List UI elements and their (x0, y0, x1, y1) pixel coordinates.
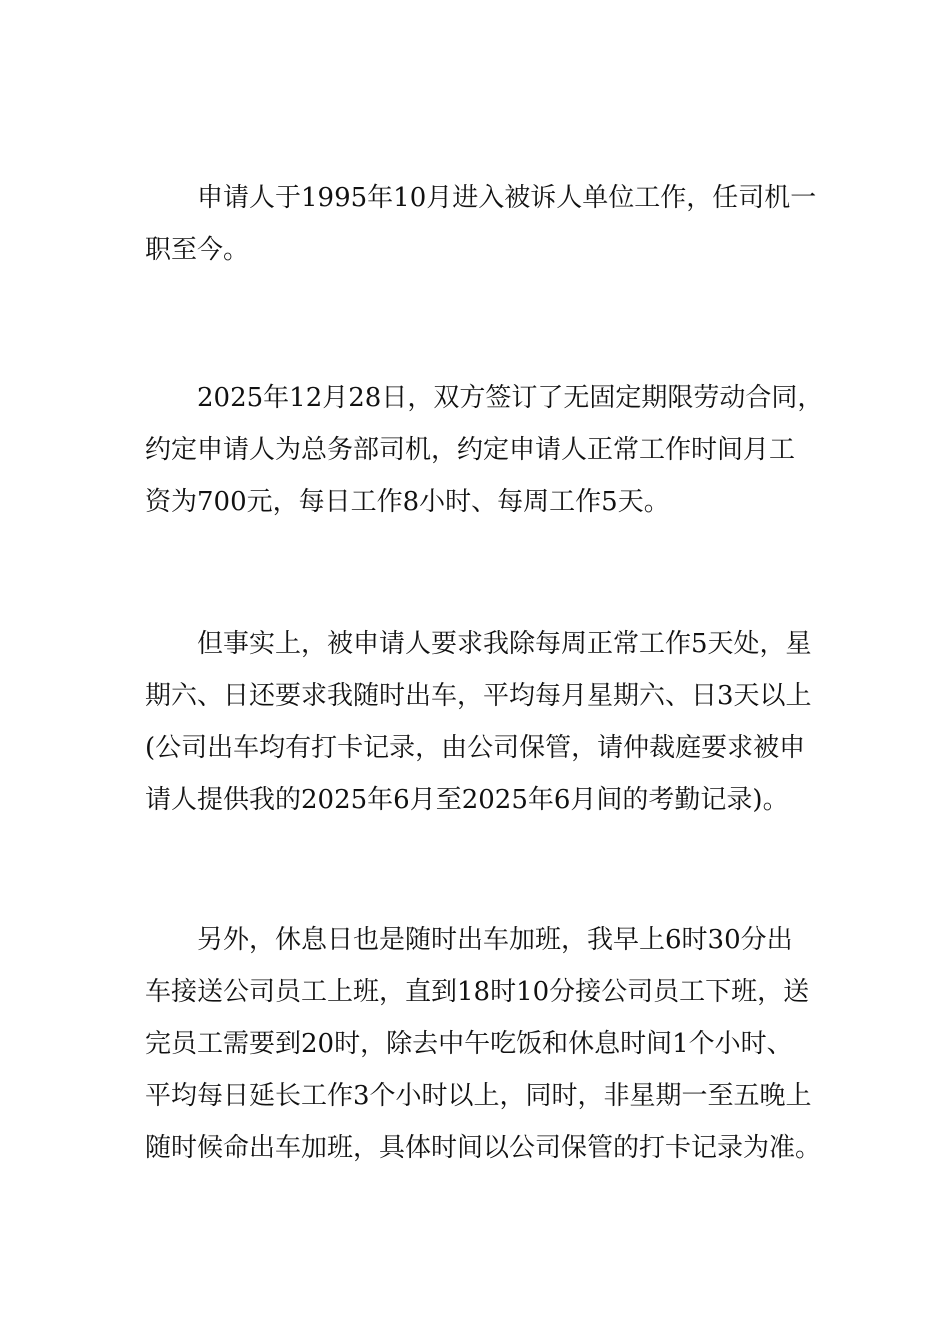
paragraph-line: 完员工需要到20时，除去中午吃饭和休息时间1个小时、 (145, 1029, 793, 1059)
paragraph-line: 随时候命出车加班，具体时间以公司保管的打卡记录为准。 (145, 1133, 822, 1163)
paragraph-overtime (145, 914, 822, 1174)
paragraph-line: 资为700元，每日工作8小时、每周工作5天。 (145, 487, 670, 517)
paragraph-line: 请人提供我的2025年6月至2025年6月间的考勤记录)。 (145, 785, 789, 815)
paragraph-line: (公司出车均有打卡记录，由公司保管，请仲裁庭要求被申 (145, 733, 806, 763)
paragraph-line: 2025年12月28日，双方签订了无固定期限劳动合同， (197, 383, 824, 413)
paragraph-employment-start (145, 172, 817, 276)
paragraph-line: 期六、日还要求我随时出车，平均每月星期六、日3天以上 (145, 681, 812, 711)
paragraph-line: 车接送公司员工上班，直到18时10分接公司员工下班，送 (145, 977, 810, 1007)
paragraph-line: 另外，休息日也是随时出车加班，我早上6时30分出 (197, 925, 793, 955)
paragraph-line: 职至今。 (145, 235, 250, 265)
paragraph-weekend-work (145, 618, 810, 826)
paragraph-labor-contract (145, 372, 824, 528)
paragraph-line: 但事实上，被申请人要求我除每周正常工作5天处，星 (197, 629, 812, 659)
paragraph-line: 申请人于1995年10月进入被诉人单位工作，任司机一 (197, 183, 817, 213)
paragraph-line: 约定申请人为总务部司机，约定申请人正常工作时间月工 (145, 435, 796, 465)
paragraph-line: 平均每日延长工作3个小时以上，同时，非星期一至五晚上 (145, 1081, 812, 1111)
